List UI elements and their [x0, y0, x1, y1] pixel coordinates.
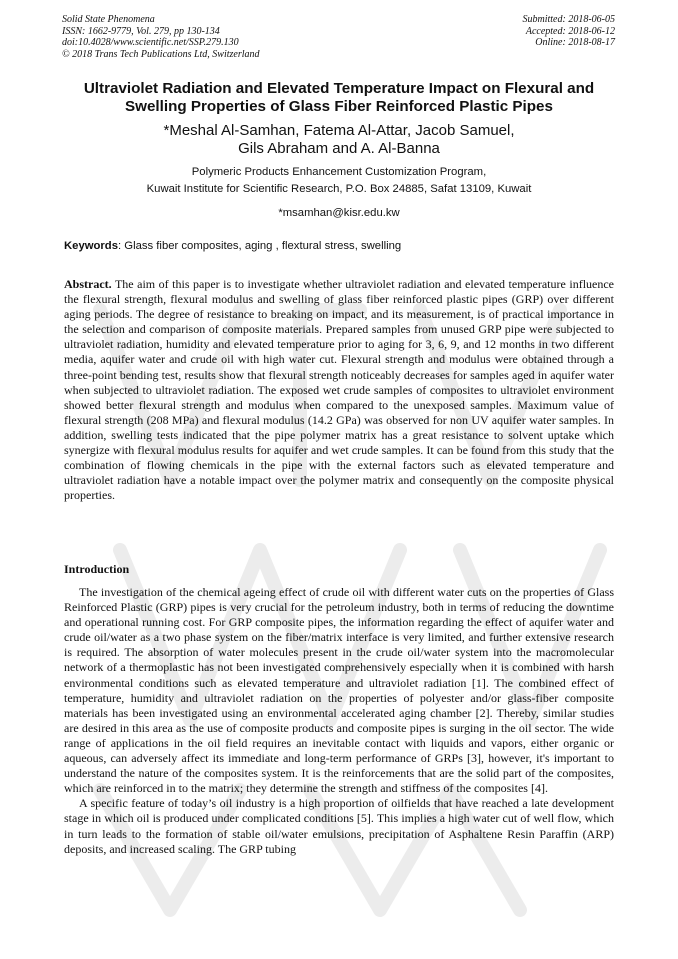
title-line: Swelling Properties of Glass Fiber Reinforced Plastic Pipes — [125, 98, 553, 115]
introduction-body — [64, 585, 614, 857]
abstract-text: The aim of this paper is to investigate whether ultraviolet radiation and elevated temperature influence the flexural strength, flexural modulus and swelling of glass fiber reinforced plastic pipes (GRP) over different aging periods. The degree of resistance to breaking on impact, and its measurement, is of practical importance in the selection and comparison of composite materials. Prepared samples from unused GRP pipe were subjected to ultraviolet radiation, humidity and elevated temperature prior to aging for 3, 6, 9, and 12 months in two different media, aquifer water and crude oil with high water cut. Flexural strength and modulus were obtained through a three-point bending test, results show that flexural strength noticeably decreases for samples aged in aquifer water when subjected to ultraviolet radiation. The exposed wet crude samples of composites to ultraviolet environment showed better flexural strength and modulus when compared to the unexposed samples. Maximum value of flexural strength (208 MPa) and flexural modulus (14.2 GPa) was observed for non UV aquifer water samples. In addition, swelling tests indicated that the pipe polymer matrix has a great resistance to solvent uptake which synergize with flexural modulus results for aquifer and wet crude samples. It can be found from this study that the combination of flowing chemicals in the pipe with the external factors such as elevated temperature and ultraviolet radiation have a notable impact over the polymer matrix and consequently on the composite physical properties. — [64, 277, 614, 503]
accepted-date: Accepted: 2018-06-12 — [525, 25, 615, 37]
abstract-label: Abstract. — [64, 277, 112, 291]
journal-copyright: © 2018 Trans Tech Publications Ltd, Switzerland — [62, 48, 260, 60]
keywords-line — [64, 239, 624, 253]
online-date: Online: 2018-08-17 — [535, 37, 615, 48]
author-line: *Meshal Al-Samhan, Fatema Al-Attar, Jacob Samuel, — [163, 122, 515, 139]
affiliation — [40, 164, 638, 198]
keywords-text: : Glass fiber composites, aging , flextural stress, swelling — [118, 240, 402, 252]
journal-issn: ISSN: 1662-9779, Vol. 279, pp 130-134 — [62, 25, 220, 37]
journal-name: Solid State Phenomena — [62, 14, 155, 25]
journal-info-block — [62, 14, 260, 60]
author-line: Gils Abraham and A. Al-Banna — [238, 140, 440, 157]
journal-doi: doi:10.4028/www.scientific.net/SSP.279.130 — [62, 37, 239, 48]
submission-dates-block — [523, 14, 616, 49]
submitted-date: Submitted: 2018-06-05 — [522, 14, 615, 25]
abstract — [64, 277, 614, 503]
keywords-label: Keywords — [64, 240, 118, 252]
paragraph: The investigation of the chemical ageing effect of crude oil with different water cuts on the properties of Glass Reinforced Plastic (GRP) pipes is very crucial for the petroleum industry, both in terms of reducing the downtime and operational running cost. For GRP composite pipes, the information regarding the effect of aquifer water and crude oil/water as a two phase system on the fiber/matrix interface is very limited, and further extensive research is required. The absorption of water molecules present in the crude oil/water system into the macromolecular network of a thermoplastic has not been investigated comprehensively especially when it is combined with harsh environmental conditions such as elevated temperature and ultraviolet radiation [1]. The combined effect of temperature, humidity and ultraviolet radiation on the properties of polyester and/or glass-fiber composite materials has been investigated using an environmental accelerated aging chamber [2]. Thereby, similar studies are desired in this area as the use of composite products and composite pipes is surging in the oil sector. The wide range of applications in the oil field requires an inevitable contact with liquids and vapors, either organic or aqueous, can adversely affect its immediate and long-term performance of GRPs [3], however, it's important to understand the nature of the composites system. It is the reinforcements that are the solid part of the composites, which are reinforced in to the matrix; they determine the strength and stiffness of the composites [4]. — [64, 585, 614, 796]
author-list — [40, 122, 638, 158]
affiliation-line: Kuwait Institute for Scientific Research, P.O. Box 24885, Safat 13109, Kuwait — [146, 183, 532, 195]
paper-title — [40, 80, 638, 116]
paragraph: A specific feature of today’s oil industry is a high proportion of oilfields that have reached a late development stage in which oil is produced under complicated conditions [5]. This implies a high water cut of well flow, which in turn leads to the formation of stable oil/water emulsions, precipitation of Asphaltene Resin Paraffin (ARP) deposits, and increased scaling. The GRP tubing — [64, 796, 614, 856]
title-line: Ultraviolet Radiation and Elevated Temperature Impact on Flexural and — [83, 80, 595, 97]
affiliation-line: Polymeric Products Enhancement Customization Program, — [191, 166, 487, 178]
corresponding-email[interactable]: *msamhan@kisr.edu.kw — [278, 207, 400, 219]
section-heading-introduction: Introduction — [64, 562, 130, 576]
